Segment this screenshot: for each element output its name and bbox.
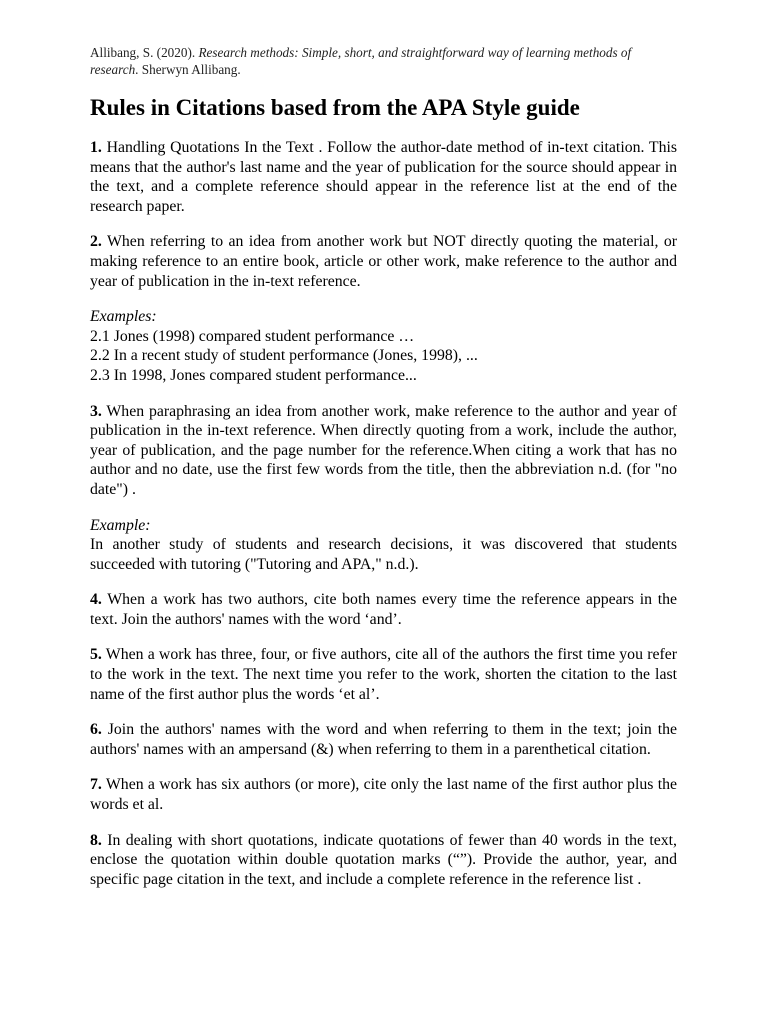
rule-text: In dealing with short quotations, indicate quotations of fewer than 40 words in the text, enclose the quotation within double quotation marks (“”). Provide the author, year, and specific page citation in the text, and include a complete reference in the reference list . (90, 831, 677, 888)
rule-text: When a work has six authors (or more), cite only the last name of the first author plus the words et al. (90, 776, 677, 814)
rule-text: When referring to an idea from another work but NOT directly quoting the material, or making reference to an entire book, article or other work, make reference to the author and year of publication in the in-text reference. (90, 233, 677, 290)
citation-work-title: Research methods: Simple, short, and straightforward way of learning methods of research (90, 45, 632, 77)
rule-text: Join the authors' names with the word and when referring to them in the text; join the authors' names with an ampersand (&) when referring to them in a parenthetical citation. (90, 721, 677, 758)
rule-number: 8. (90, 831, 102, 849)
rule-number: 1. (90, 139, 102, 156)
example-item: 2.1 Jones (1998) compared student performance … (90, 327, 415, 345)
citation-author-year: Allibang, S. (2020). (90, 45, 199, 60)
rule-4 (90, 590, 677, 629)
page-title: Rules in Citations based from the APA Style guide (90, 95, 580, 120)
examples-heading: Examples: (90, 308, 157, 326)
rule-8 (90, 831, 677, 890)
source-citation (90, 44, 677, 78)
rule-text: When a work has two authors, cite both names every time the reference appears in the text. Join the authors' names with the word ‘and’. (90, 591, 677, 628)
citation-publisher: . Sherwyn Allibang. (135, 62, 241, 77)
rule-text: When a work has three, four, or five authors, cite all of the authors the first time you refer to the work in the text. The next time you refer to the work, shorten the citation to the last name of the first author plus the words ‘et al’. (90, 646, 677, 703)
rule-7 (90, 775, 677, 814)
rule-number: 7. (90, 776, 102, 794)
rule-text: Handling Quotations In the Text . Follow the author-date method of in-text citation. This means that the author's last name and the year of publication for the source should appear in the text, and a complete reference should appear in the reference list at the end of the research paper. (90, 139, 677, 215)
example-item: 2.2 In a recent study of student performance (Jones, 1998), ... (90, 347, 478, 365)
example-heading: Example: (90, 516, 151, 534)
rule-number: 4. (90, 591, 102, 609)
rule-2 (90, 232, 677, 291)
example-text: In another study of students and research decisions, it was discovered that students succeeded with tutoring ("Tutoring and APA," n.d.). (90, 536, 677, 573)
document-page (90, 44, 677, 889)
example-item: 2.3 In 1998, Jones compared student performance... (90, 366, 417, 384)
rule-1 (90, 138, 677, 216)
rule-3 (90, 402, 677, 500)
rule-number: 2. (90, 233, 102, 251)
rule-number: 5. (90, 646, 102, 664)
rule-number: 3. (90, 402, 102, 420)
rule-6 (90, 720, 677, 759)
rule-text: When paraphrasing an idea from another work, make reference to the author and year of publication in the in-text reference. When directly quoting from a work, include the author, year of publication, and the page number for the reference.When citing a work that has no author and no date, use the first few words from the title, then the abbreviation n.d. (for "no date") . (90, 402, 677, 498)
rule-number: 6. (90, 721, 102, 739)
rule-5 (90, 645, 677, 704)
